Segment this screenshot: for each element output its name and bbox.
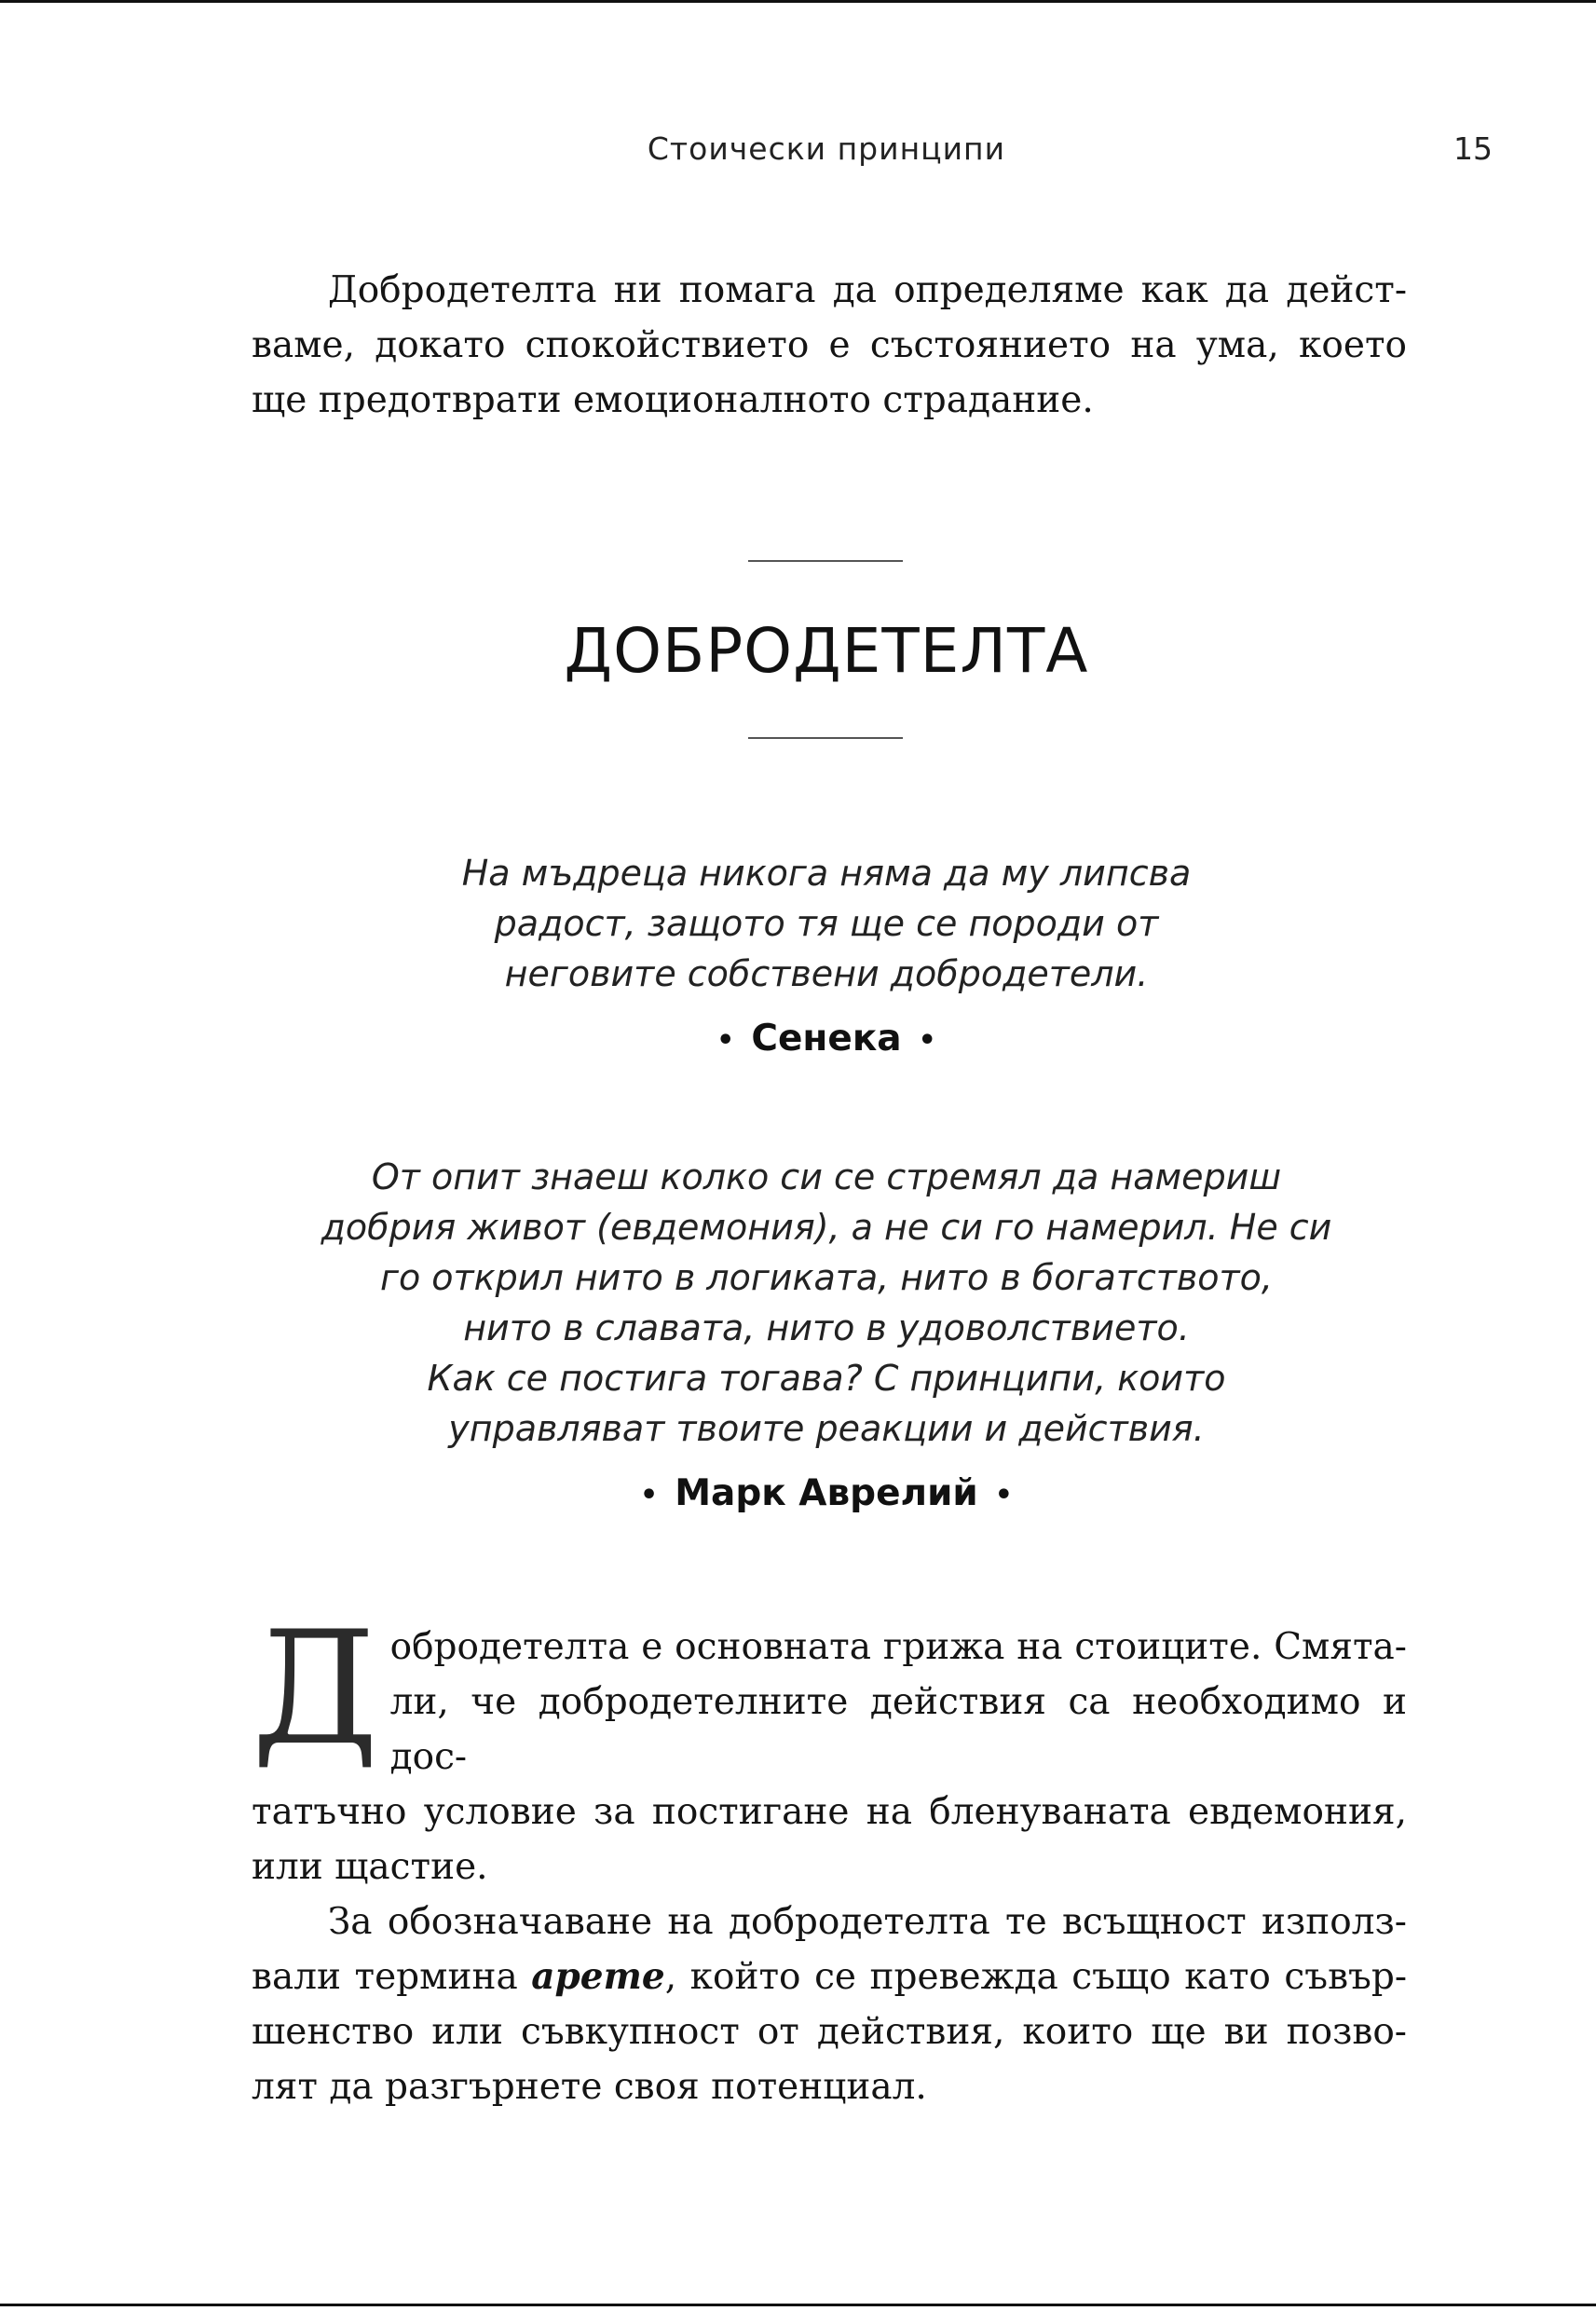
- body-line: татъчно условие за постигане на бленуваната евдемония,: [252, 1791, 1407, 1833]
- intro-paragraph: [252, 263, 1407, 428]
- intro-line: Добродетелта ни помага да определяме как да дейст-: [328, 269, 1407, 311]
- intro-line: ваме, докато спокойствието е състоянието на ума, което: [252, 324, 1407, 366]
- bullet-dot-icon: •: [994, 1479, 1013, 1511]
- body-line-with-term: [252, 1949, 1407, 2004]
- bullet-dot-icon: •: [716, 1024, 735, 1057]
- body-text-segment: вали термина: [252, 1956, 532, 1998]
- section-heading: ДОБРОДЕТЕЛТА: [564, 615, 1089, 687]
- bullet-dot-icon: •: [918, 1024, 936, 1057]
- quote-line: нито в славата, нито в удоволствието.: [463, 1307, 1190, 1348]
- epigraph-quote: [242, 848, 1411, 1060]
- quote-line: неговите собствени добродетели.: [504, 953, 1149, 994]
- running-title: Стоически принципи: [647, 130, 1006, 167]
- quote-line: добрия живот (евдемония), а не си го намерил. Не си: [321, 1207, 1332, 1248]
- body-line: За обозначаване на добродетелта те всъщност използ-: [328, 1901, 1407, 1943]
- term-arete: арете: [531, 1955, 665, 1998]
- running-header: [0, 130, 1596, 179]
- quote-line: От опит знаеш колко си се стремял да намериш: [371, 1156, 1282, 1197]
- body-line: или щастие.: [252, 1846, 488, 1888]
- page-number: 15: [1453, 130, 1493, 167]
- body-line: шенство или съвкупност от действия, които ще ви позво-: [252, 2011, 1407, 2053]
- quote-line: го открил нито в логиката, нито в богатството,: [380, 1257, 1273, 1298]
- body-line: ли, че добродетелните действия са необходимо и дос-: [389, 1681, 1407, 1778]
- paragraph-1: [252, 1597, 1407, 1894]
- intro-line: ще предотврати емоционалното страдание.: [252, 379, 1094, 421]
- drop-cap: Д: [252, 1597, 379, 1780]
- quote-author: [242, 1018, 1411, 1060]
- quote-text: [242, 848, 1411, 999]
- body-text-segment: , който се превежда също като съвър-: [664, 1956, 1407, 1998]
- quote-author: [242, 1472, 1411, 1514]
- quote-line: На мъдреца никога няма да му липсва: [461, 853, 1192, 894]
- body-line: обродетелта е основната грижа на стоиците. Смята-: [389, 1626, 1407, 1668]
- bullet-dot-icon: •: [640, 1479, 659, 1511]
- quote-text: [242, 1152, 1411, 1454]
- body-line: лят да разгърнете своя потенциал.: [252, 2066, 927, 2108]
- heading-rule-bottom: [748, 737, 903, 739]
- main-body: [252, 1597, 1407, 2114]
- author-name: Сенека: [751, 1018, 902, 1060]
- quote-line: управляват твоите реакции и действия.: [448, 1408, 1205, 1449]
- author-name: Марк Аврелий: [675, 1472, 978, 1514]
- quote-line: радост, защото тя ще се породи от: [494, 903, 1159, 944]
- quote-line: Как се постига тогава? С принципи, които: [427, 1358, 1226, 1399]
- page-top-border: [0, 0, 1596, 3]
- paragraph-2: [252, 1894, 1407, 2114]
- heading-rule-top: [748, 560, 903, 562]
- page-bottom-border: [0, 2304, 1596, 2306]
- epigraph-quote: [242, 1152, 1411, 1514]
